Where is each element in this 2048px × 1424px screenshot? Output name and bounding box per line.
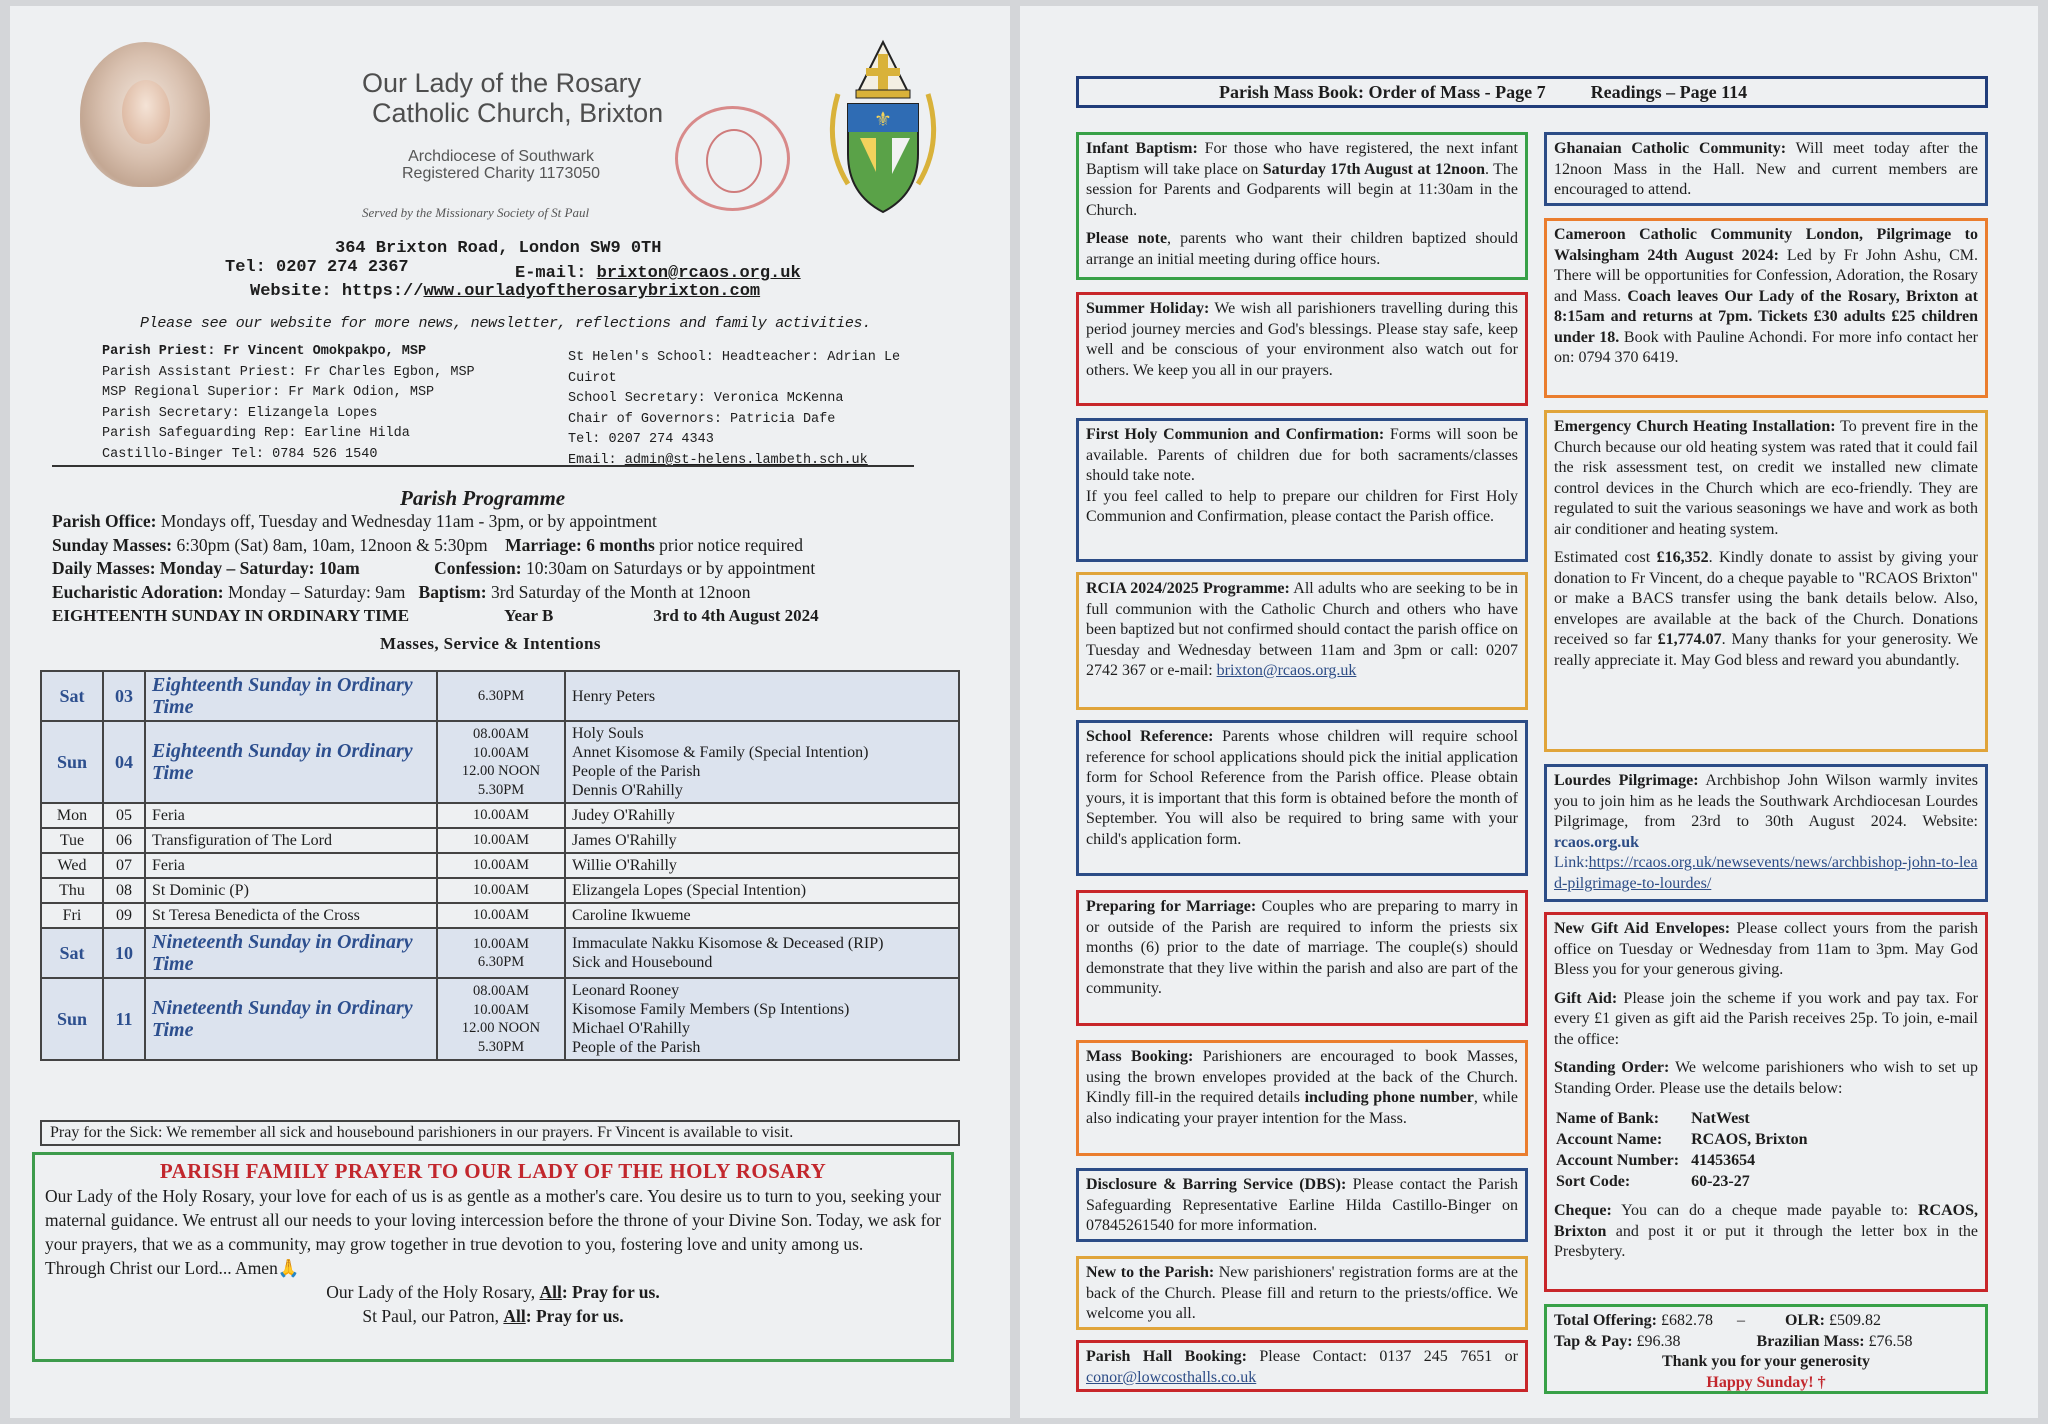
masses-title: Masses, Service & Intentions: [380, 634, 601, 653]
mass-time: 10.00AM: [473, 907, 529, 924]
school-email-link[interactable]: admin@st-helens.lambeth.sch.uk: [624, 452, 868, 468]
mass-time: 6.30PM: [477, 954, 525, 970]
archdiocese-block: [402, 148, 600, 182]
mass-intention: Judey O'Rahilly: [572, 807, 675, 824]
schedule-celebration: Eighteenth Sunday in Ordinary Time: [145, 721, 437, 803]
order-of-mass: Parish Mass Book: Order of Mass - Page 7: [1219, 82, 1546, 102]
notice-heating-installation: Emergency Church Heating Installation: To prevent fire in the Church because our old heating system was rated that it could fail the risk assessment test, on credit we installed new climate control devices in the Church which are eco-friendly. They are regulated to suit the various seasonings we have and work as both air conditioner and heating system. Estimated cost £16,352. Kindly donate to assist by giving your donation to Fr Vincent, do a cheque payable to "RCAOS Brixton" or make a BACS transfer using the bank details below. Also, envelopes are available at the back of the Church. Donations received so far £1,774.07. Many thanks for your generosity. We really appreciate it. May God bless and reward you abundantly.: [1544, 410, 1988, 752]
schedule-celebration: Nineteenth Sunday in Ordinary Time: [145, 928, 437, 978]
schedule-times: [437, 721, 565, 803]
notice-cameroon-pilgrimage: Cameroon Catholic Community London, Pilgrimage to Walsingham 24th August 2024: Led by Fr John Ashu, CM. There will be opportunities for Confession, Adoration, the Rosary and Mass. Coach leaves Our Lady of the Rosary, Brixton at 8:15am and returns at 7pm. Tickets £30 adults £25 children under 18. Book with Pauline Achondi. For more info contact her on: 0794 370 6419.: [1544, 218, 1988, 398]
divider: [52, 465, 914, 467]
hall-email-link[interactable]: conor@lowcosthalls.co.uk: [1086, 1368, 1257, 1386]
schedule-date: 08: [103, 878, 145, 903]
programme-title: Parish Programme: [400, 486, 566, 510]
schedule-celebration: Nineteenth Sunday in Ordinary Time: [145, 978, 437, 1060]
schedule-day: Sat: [41, 928, 103, 978]
schedule-date: 03: [103, 671, 145, 721]
schedule-day: Wed: [41, 853, 103, 878]
notice-rcia: RCIA 2024/2025 Programme: All adults who are seeking to be in full communion with the Catholic Church and others who have been baptized but not confirmed should contact the parish office on Tuesday and Wednesday between 11am and 3pm or call: 0207 2742 367 or e-mail: brixton@rcaos.org.uk: [1076, 572, 1528, 710]
mass-intention: Annet Kisomose & Family (Special Intention): [572, 744, 869, 761]
schedule-times: [437, 803, 565, 828]
mass-intention: Henry Peters: [572, 687, 656, 705]
right-page: [1020, 6, 2038, 1418]
office-hours: Parish Office: Mondays off, Tuesday and Wednesday 11am - 3pm, or by appointment: [52, 511, 657, 531]
church-title: [362, 68, 672, 128]
served-by: Served by the Missionary Society of St Paul: [362, 205, 590, 220]
adoration: Eucharistic Adoration: Monday – Saturday: 9am Baptism: 3rd Saturday of the Month at 12noon: [52, 581, 751, 602]
schedule-date: 10: [103, 928, 145, 978]
mass-intention: James O'Rahilly: [572, 832, 677, 849]
archdiocese: Archdiocese of Southwark: [408, 148, 594, 165]
schedule-day: Sat: [41, 671, 103, 721]
schedule-celebration: Eighteenth Sunday in Ordinary Time: [145, 671, 437, 721]
schedule-row: [41, 803, 959, 828]
schedule-intentions: [565, 903, 959, 928]
schedule-celebration: St Teresa Benedicta of the Cross: [145, 903, 437, 928]
telephone: Tel: 0207 274 2367: [225, 258, 409, 277]
schedule-date: 04: [103, 721, 145, 803]
charity-number: Registered Charity 1173050: [402, 165, 601, 182]
schedule-intentions: [565, 853, 959, 878]
mass-time: 10.00AM: [473, 807, 529, 824]
prayer-title: PARISH FAMILY PRAYER TO OUR LADY OF THE HOLY ROSARY: [159, 1159, 827, 1183]
schedule-times: [437, 671, 565, 721]
mass-time: 12.00 NOON: [461, 1020, 541, 1036]
school-tel: Tel: 0207 274 4343: [568, 432, 714, 447]
mass-intention: Caroline Ikwueme: [572, 907, 691, 924]
schedule-day: Mon: [41, 803, 103, 828]
mass-time: 08.00AM: [473, 983, 529, 999]
mass-intention: Kisomose Family Members (Sp Intentions): [572, 1001, 850, 1018]
mass-intention: Leonard Rooney: [572, 982, 680, 999]
offering-box: Total Offering: £682.78 – OLR: £509.82 Tap & Pay: £96.38 Brazilian Mass: £76.58 Thank you for your generosity Happy Sunday! †: [1544, 1304, 1988, 1394]
mass-intention: People of the Parish: [572, 763, 701, 780]
schedule-intentions: [565, 878, 959, 903]
website-line: [250, 282, 760, 301]
mass-book-banner: [1076, 76, 1988, 108]
mass-time: 10.00AM: [473, 935, 529, 952]
mass-time: 10.00AM: [473, 832, 529, 849]
schedule-day: Fri: [41, 903, 103, 928]
notice-lourdes-pilgrimage: Lourdes Pilgrimage: Archbishop John Wilson warmly invites you to join him as he leads the Southwark Archdiocesan Lourdes Pilgrimage, from 23rd to 30th August 2024. Website: rcaos.org.uk Link:https://rcaos.org.uk/newsevents/news/archbishop-john-to-lead-pilgrimage-to-lourdes/: [1544, 764, 1988, 902]
notice-gift-aid: New Gift Aid Envelopes: Please collect yours from the parish office on Tuesday or Wednesday from 11am to 3pm. May God Bless you for your generous giving. Gift Aid: Please join the scheme if you work and pay tax. For every £1 given as gift aid the Parish receives 25p. To join, e-mail the office: Standing Order: We welcome parishioners who wish to set up Standing Order. Please use the details below: Name of Bank: NatWest Account Name: RCAOS, Brixton Account Number: 41453654 Sort Code: 60-23-27 Cheque: You can do a cheque made payable to: RCAOS, Brixton and post it or put it through the letter box in the Presbytery.: [1544, 912, 1988, 1292]
schedule-row: [41, 671, 959, 721]
notice-first-communion: First Holy Communion and Confirmation: Forms will soon be available. Parents of children due for both sacraments/classes should take note. If you feel called to help to prepare our children for First Holy Communion and Confirmation, please contact the Parish office.: [1076, 418, 1528, 562]
programme-details: [52, 510, 952, 604]
daily-masses: Daily Masses: Monday – Saturday: 10am Confession: 10:30am on Saturdays or by appointment: [52, 558, 816, 578]
mass-intention: Michael O'Rahilly: [572, 1020, 690, 1037]
schedule-day: Thu: [41, 878, 103, 903]
address: 364 Brixton Road, London SW9 0TH: [335, 239, 662, 258]
schedule-row: [41, 978, 959, 1060]
staff-item: MSP Regional Superior: Fr Mark Odion, MSP: [102, 385, 435, 400]
sunday-masses: Sunday Masses: 6:30pm (Sat) 8am, 10am, 12noon & 5:30pm Marriage: 6 months prior notice required: [52, 534, 803, 555]
schedule-intentions: [565, 671, 959, 721]
lourdes-website-link[interactable]: rcaos.org.uk: [1554, 833, 1640, 851]
virgin-mary-image: [80, 42, 210, 187]
notice-preparing-marriage: Preparing for Marriage: Couples who are preparing to marry in or outside of the Parish are required to inform the priests six months (6) prior to the date of marriage. The couple(s) should demonstrate that they live within the parish and also are part of the community.: [1076, 890, 1528, 1026]
mass-time: 12.00 NOON: [461, 763, 541, 779]
schedule-times: [437, 853, 565, 878]
school-email-line: [568, 451, 928, 472]
staff-item: Parish Safeguarding Rep: Earline Hilda: [102, 426, 410, 441]
church-title-line1: Our Lady of the Rosary: [362, 68, 642, 98]
rcia-email-link[interactable]: brixton@rcaos.org.uk: [1216, 662, 1357, 679]
prayer-for-sick: Pray for the Sick: We remember all sick and housebound parishioners in our prayers. Fr Vincent is available to visit.: [40, 1120, 960, 1146]
schedule-row: [41, 828, 959, 853]
bank-details: Name of Bank: NatWest Account Name: RCAOS, Brixton Account Number: 41453654 Sort Code: 60-23-27: [1556, 1110, 1808, 1190]
school-line: St Helen's School: Headteacher: Adrian Le: [568, 350, 901, 365]
mass-time: 10.00AM: [473, 857, 529, 874]
website-link[interactable]: www.ourladyoftherosarybrixton.com: [423, 282, 761, 301]
notice-summer-holiday: Summer Holiday: We wish all parishioners travelling during this period journey mercies and God's blessings. Please stay safe, keep well and be conscious of your environment also watch out for others. We keep you all in our prayers.: [1076, 292, 1528, 406]
schedule-celebration: Transfiguration of The Lord: [145, 828, 437, 853]
email-label: E-mail:: [515, 264, 587, 283]
schedule-intentions: [565, 803, 959, 828]
schedule-intentions: [565, 928, 959, 978]
schedule-date: 07: [103, 853, 145, 878]
schedule-times: [437, 828, 565, 853]
mass-time: 10.00AM: [473, 882, 529, 899]
mass-intention: Sick and Housebound: [572, 954, 713, 971]
schedule-date: 11: [103, 978, 145, 1060]
notice-dbs: Disclosure & Barring Service (DBS): Please contact the Parish Safeguarding Representative Earline Hilda Castillo-Binger on 07845261540 for more information.: [1076, 1168, 1528, 1242]
staff-item: Castillo-Binger Tel: 0784 526 1540: [102, 446, 378, 462]
svg-text:⚜: ⚜: [874, 107, 892, 131]
happy-sunday: Happy Sunday! †: [1706, 1373, 1826, 1391]
mass-time: 08.00AM: [473, 726, 529, 742]
schedule-row: [41, 928, 959, 978]
prayer-text: Our Lady of the Holy Rosary, your love for each of us is as gentle as a mother's care. You desire us to turn to you, seeking your maternal guidance. We entrust all our needs to your loving intercession before the throne of your Divine Son. Today, we ask for your prayers, that we as a community, may grow together in true devotion to you, fostering love and unity among us.: [45, 1186, 941, 1254]
mass-intention: Elizangela Lopes (Special Intention): [572, 882, 807, 899]
staff-item: Parish Assistant Priest: Fr Charles Egbon, MSP: [102, 364, 475, 380]
schedule-intentions: [565, 828, 959, 853]
schedule-day: Tue: [41, 828, 103, 853]
liturgical-week: EIGHTEENTH SUNDAY IN ORDINARY TIME Year B 3rd to 4th August 2024: [52, 606, 819, 625]
left-page: [10, 6, 1010, 1418]
notice-hall-booking: Parish Hall Booking: Please Contact: 0137 245 7651 or conor@lowcosthalls.co.uk: [1076, 1340, 1528, 1392]
readings-page: Readings – Page 114: [1590, 82, 1748, 102]
schedule-date: 09: [103, 903, 145, 928]
schedule-celebration: St Dominic (P): [145, 878, 437, 903]
schedule-date: 05: [103, 803, 145, 828]
staff-item: Parish Priest: Fr Vincent Omokpakpo, MSP: [102, 344, 427, 359]
schedule-day: Sun: [41, 978, 103, 1060]
school-governors: Chair of Governors: Patricia Dafe: [568, 411, 836, 427]
lourdes-link[interactable]: https://rcaos.org.uk/newsevents/news/archbishop-john-to-lead-pilgrimage-to-lourdes/: [1554, 854, 1978, 892]
schedule-times: [437, 928, 565, 978]
mass-intention: Dennis O'Rahilly: [572, 782, 683, 799]
schedule-day: Sun: [41, 721, 103, 803]
schedule-row: [41, 903, 959, 928]
thanks-note: Thank you for your generosity: [1661, 1353, 1871, 1370]
school-info: [568, 348, 928, 471]
email-link[interactable]: brixton@rcaos.org.uk: [596, 264, 801, 283]
notice-school-reference: School Reference: Parents whose children will require school reference for school applications should pick the initial application form for School Reference from the Parish office. Please obtain yours, it is important that this form is obtained before the month of September. You will also be required to bring same with your child's application form.: [1076, 720, 1528, 876]
mass-time: 10.00AM: [473, 1001, 529, 1018]
school-email-label: Email:: [568, 452, 617, 468]
mass-time: 5.30PM: [477, 1038, 525, 1055]
staff-list: [102, 342, 562, 465]
schedule-times: [437, 978, 565, 1060]
notice-mass-booking: Mass Booking: Parishioners are encouraged to book Masses, using the brown envelopes provided at the back of the Church. Kindly fill-in the required details including phone number, while also indicating your prayer intention for the Mass.: [1076, 1040, 1528, 1156]
archdiocese-crest-logo: [818, 34, 948, 214]
notice-infant-baptism: Infant Baptism: For those who have registered, the next infant Baptism will take place on Saturday 17th August at 12noon. The session for Parents and Godparents will begin at 11:30am in the Church. Please note, parents who want their children baptized should arrange an initial meeting during office hours.: [1076, 132, 1528, 280]
schedule-celebration: Feria: [145, 803, 437, 828]
notice-new-to-parish: New to the Parish: New parishioners' registration forms are at the back of the Church. Please fill and return to the priests/office. We welcome you all.: [1076, 1256, 1528, 1330]
schedule-row: [41, 721, 959, 803]
schedule-date: 06: [103, 828, 145, 853]
schedule-row: [41, 878, 959, 903]
mass-intention: Willie O'Rahilly: [572, 857, 677, 874]
mass-time: 6.30PM: [477, 687, 525, 704]
family-prayer-box: [32, 1152, 954, 1362]
msp-seal-logo: [675, 106, 790, 211]
schedule-times: [437, 878, 565, 903]
website-note: Please see our website for more news, newsletter, reflections and family activities.: [140, 315, 871, 332]
website-label: Website: https://: [250, 282, 424, 301]
mass-intention: Holy Souls: [572, 725, 644, 742]
schedule-intentions: [565, 978, 959, 1060]
prayer-through: Through Christ our Lord... Amen🙏: [45, 1258, 300, 1278]
schedule-celebration: Feria: [145, 853, 437, 878]
mass-time: 5.30PM: [477, 781, 525, 798]
mass-schedule-table: [40, 670, 960, 1061]
schedule-intentions: [565, 721, 959, 803]
mass-intention: People of the Parish: [572, 1039, 701, 1056]
notice-ghanaian-community: Ghanaian Catholic Community: Will meet today after the 12noon Mass in the Hall. New and current members are encouraged to attend.: [1544, 132, 1988, 206]
school-secretary: School Secretary: Veronica McKenna: [568, 391, 844, 406]
mass-intention: Immaculate Nakku Kisomose & Deceased (RIP): [572, 935, 884, 952]
church-title-line2: Catholic Church, Brixton: [372, 98, 664, 128]
schedule-times: [437, 903, 565, 928]
school-line: Cuirot: [568, 370, 617, 386]
staff-item: Parish Secretary: Elizangela Lopes: [102, 405, 378, 421]
prayer-verse: Our Lady of the Holy Rosary, All: Pray for us. St Paul, our Patron, All: Pray for us.: [326, 1282, 660, 1326]
schedule-row: [41, 853, 959, 878]
mass-time: 10.00AM: [473, 744, 529, 761]
email-line: [515, 264, 801, 283]
